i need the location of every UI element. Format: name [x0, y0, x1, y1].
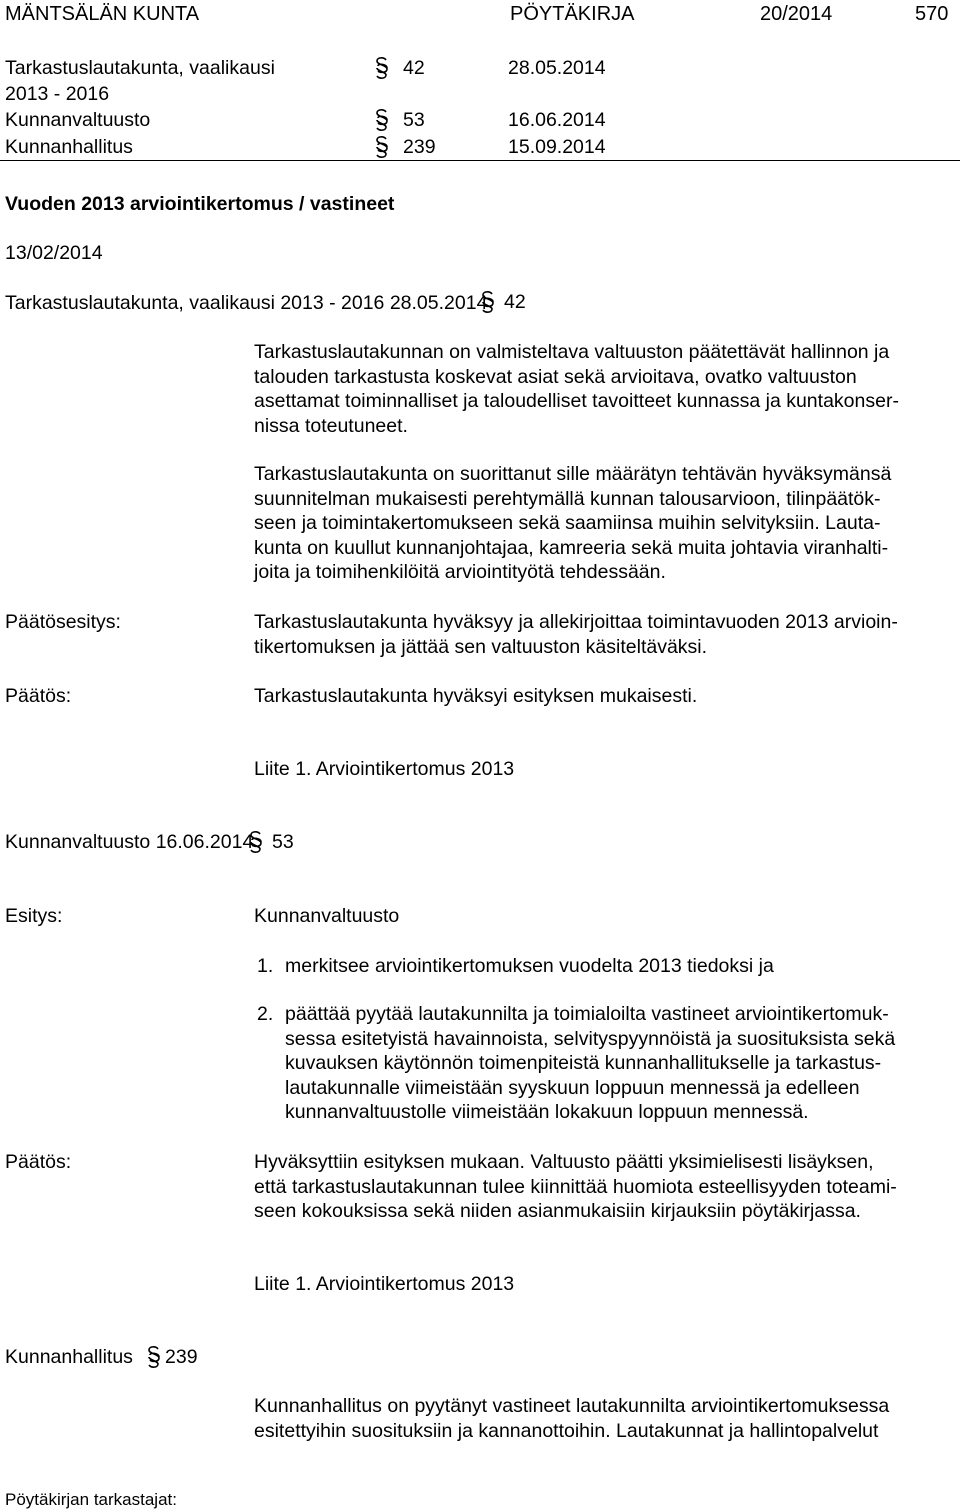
text-line: asettamat toiminnalliset ja taloudelliset tavoitteet kunnassa ja kuntakonser-: [254, 390, 899, 412]
text-line: Tarkastuslautakunta hyväksyy ja allekirjoittaa toimintavuoden 2013 arvioin-: [254, 611, 898, 633]
section-heading-text: Tarkastuslautakunta, vaalikausi 2013 - 2016 28.05.2014: [5, 291, 488, 314]
decision-label: Päätös:: [5, 685, 72, 707]
proposal-text: [254, 610, 898, 659]
text-line: joita ja toimihenkilöitä arviointityötä tehdessään.: [254, 561, 666, 583]
section-heading-2: Kunnanvaltuusto 16.06.2014: [5, 831, 254, 853]
history-date-1: 28.05.2014: [508, 57, 606, 79]
list-item-2: [285, 1002, 895, 1125]
text-line: lautakunnalle viimeistään syyskuun loppuun mennessä ja edelleen: [285, 1076, 860, 1099]
history-body-2: Kunnanvaltuusto: [5, 109, 151, 131]
section-sign-icon: [374, 108, 396, 132]
section3-paragraph-1: [254, 1394, 889, 1443]
section-heading-1: [5, 290, 487, 315]
section-sign-icon: [374, 56, 396, 80]
section-number-2: 53: [272, 831, 294, 853]
section-heading-3: Kunnanhallitus: [5, 1346, 133, 1368]
history-date-3: 15.09.2014: [508, 136, 606, 158]
header-divider: [0, 160, 960, 161]
list-item-1: merkitsee arviointikertomuksen vuodelta 2013 tiedoksi ja: [285, 955, 774, 977]
list-number-2: 2.: [257, 1003, 274, 1025]
history-number-1: 42: [403, 57, 425, 79]
text-line: sessa esitetyistä havainnoista, selvityspyynnöistä ja suosituksista sekä: [285, 1027, 896, 1050]
section-number-3: 239: [165, 1346, 198, 1368]
case-number: 13/02/2014: [5, 242, 103, 264]
reviewers-label: Pöytäkirjan tarkastajat:: [5, 1490, 177, 1509]
text-line: Kunnanhallitus on pyytänyt vastineet lautakunnilta arviointikertomuksessa: [254, 1395, 890, 1417]
section-sign-icon: [374, 135, 396, 159]
section1-paragraph-1: [254, 340, 899, 438]
decision-label: Päätös:: [5, 1151, 72, 1173]
section-number-1: 42: [504, 291, 526, 313]
page-number: 570: [915, 3, 949, 25]
proposal-intro: Kunnanvaltuusto: [254, 905, 400, 927]
text-line: seen ja toimintakertomukseen sekä saamiinsa muihin selvityksiin. Lauta-: [254, 512, 881, 534]
text-line: kuvauksen käytönnön toimenpiteistä kunnanhallitukselle ja tarkastus-: [285, 1052, 882, 1074]
text-line: Tarkastuslautakunnan on valmisteltava valtuuston päätettävät hallinnon ja: [254, 341, 890, 363]
history-body-3: Kunnanhallitus: [5, 136, 133, 158]
doc-type: PÖYTÄKIRJA: [510, 3, 635, 25]
section1-paragraph-2: [254, 462, 891, 585]
org-name: MÄNTSÄLÄN KUNTA: [5, 3, 200, 25]
doc-number: 20/2014: [760, 3, 833, 25]
text-line: kunnanvaltuustolle viimeistään lokakuun loppuun mennessä.: [285, 1101, 809, 1123]
text-line: talouden tarkastusta koskevat asiat sekä arvioitava, ovatko valtuuston: [254, 365, 857, 388]
text-line: suunnitelman mukaisesti perehtymällä kunnan talousarvioon, tilinpäätök-: [254, 487, 881, 510]
history-body-1-period: 2013 - 2016: [5, 83, 110, 105]
history-date-2: 16.06.2014: [508, 109, 606, 131]
text-line: Tarkastuslautakunta on suorittanut sille määrätyn tehtävän hyväksymänsä: [254, 463, 892, 485]
text-line: seen kokouksissa sekä niiden asianmukaisiin kirjauksiin pöytäkirjassa.: [254, 1200, 861, 1222]
history-body-1: Tarkastuslautakunta, vaalikausi: [5, 57, 275, 79]
text-line: että tarkastuslautakunnan tulee kiinnittää huomiota esteellisyyden toteami-: [254, 1175, 897, 1198]
history-number-2: 53: [403, 109, 425, 131]
text-line: esitettyihin suosituksiin ja kannanottoihin. Lautakunnat ja hallintopalvelut: [254, 1419, 879, 1442]
text-line: kunta on kuullut kunnanjohtajaa, kamreeria sekä muita johtavia viranhalti-: [254, 536, 889, 559]
text-line: nissa toteutuneet.: [254, 414, 408, 437]
text-line: tikertomuksen ja jättää sen valtuuston käsiteltäväksi.: [254, 635, 708, 658]
proposal-label: Esitys:: [5, 905, 63, 927]
history-number-3: 239: [403, 136, 436, 158]
attachment-link: Liite 1. Arviointikertomus 2013: [254, 758, 515, 780]
page-title: Vuoden 2013 arviointikertomus / vastineet: [5, 193, 395, 215]
list-number-1: 1.: [257, 955, 274, 977]
attachment-link: Liite 1. Arviointikertomus 2013: [254, 1273, 515, 1295]
proposal-label: Päätösesitys:: [5, 611, 121, 633]
section-sign-icon: [480, 290, 502, 314]
decision-text: [254, 1150, 897, 1224]
section-sign-icon: [248, 830, 270, 854]
decision-text: Tarkastuslautakunta hyväksyi esityksen mukaisesti.: [254, 685, 698, 707]
text-line: päättää pyytää lautakunnilta ja toimialoilta vastineet arviointikertomuk-: [285, 1003, 889, 1025]
text-line: Hyväksyttiin esityksen mukaan. Valtuusto päätti yksimielisesti lisäyksen,: [254, 1151, 874, 1173]
